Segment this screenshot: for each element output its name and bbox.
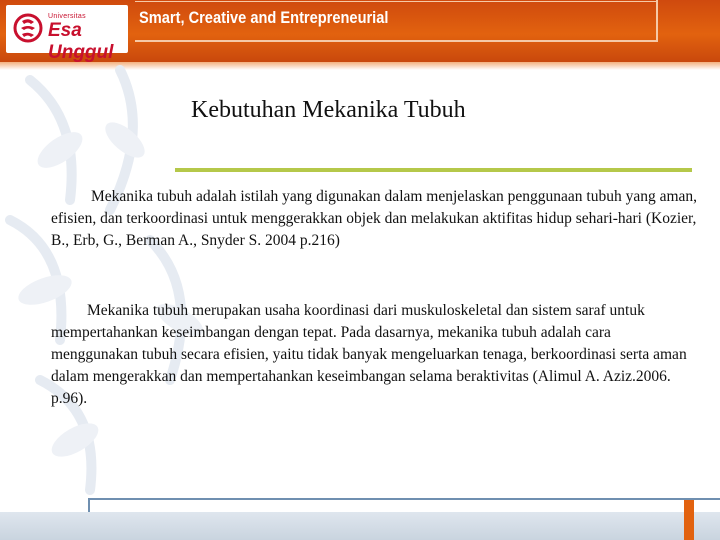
footer-divider bbox=[88, 498, 720, 500]
header-divider-vertical bbox=[656, 0, 658, 42]
header-divider-bottom bbox=[135, 40, 657, 42]
header-tagline: Smart, Creative and Entrepreneurial bbox=[139, 8, 389, 27]
logo-emblem-icon bbox=[13, 13, 43, 43]
footer-accent bbox=[684, 500, 694, 540]
footer-band bbox=[0, 512, 720, 540]
slide-title: Kebutuhan Mekanika Tubuh bbox=[191, 97, 466, 123]
university-logo bbox=[6, 5, 128, 63]
decorative-leaves bbox=[0, 60, 300, 500]
title-underline bbox=[175, 168, 692, 172]
logo-name: Esa Unggul bbox=[48, 20, 114, 63]
header-divider-top bbox=[135, 1, 657, 2]
paragraph-1: Mekanika tubuh adalah istilah yang digunakan dalam menjelaskan penggunaan tubuh yang aman, efisien, dan terkoordinasi untuk menggerakkan objek dan melakukan aktifitas hidup sehari-hari (Kozier, B., Erb, G., Berman A., Snyder S. 2004 p.216) bbox=[51, 188, 698, 249]
paragraph-2: Mekanika tubuh merupakan usaha koordinasi dari muskuloskeletal dan sistem saraf untuk mempertahankan keseimbangan dengan tepat. Pada dasarnya, mekanika tubuh adalah cara menggunakan tubuh secara efisien, yaitu tidak banyak mengeluarkan tenaga, berkoordinasi serta aman dalam mengerakkan dan mempertahankan keseimbangan selama beraktivitas (Alimul A. Aziz.2006. p.96). bbox=[51, 302, 687, 407]
logo-small-text: Universitas bbox=[48, 13, 86, 20]
